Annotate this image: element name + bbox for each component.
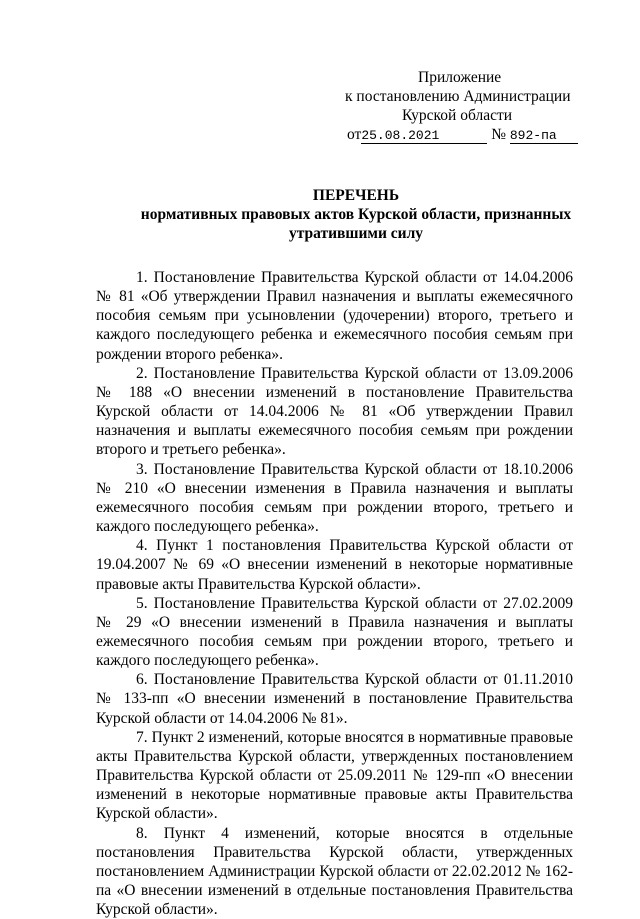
list-item: 5. Постановление Правительства Курской области от 27.02.2009 № 29 «О внесении изменений в Правила назначения и выплаты ежемесячного пособия семьям при рождении второго, третьего и каждого последующего ребенка». [96,594,573,670]
number-prefix: № [491,126,506,143]
appendix-region: Курской области [402,107,513,124]
title-subtitle-line1: нормативных правовых актов Курской области, признанных [140,206,572,223]
title-heading: ПЕРЕЧЕНЬ [312,187,400,204]
list-item: 3. Постановление Правительства Курской области от 18.10.2006 № 210 «О внесении изменения в Правила назначения и выплаты ежемесячного пособия семьям при рождении второго, третьего и каждого последующего ребенка». [96,460,573,536]
document-title [96,186,616,243]
number-field: 892-па [510,128,578,144]
appendix-date-number-line [340,125,580,144]
list-item: 4. Пункт 1 постановления Правительства Курской области от 19.04.2007 № 69 «О внесении изменений в некоторые нормативные правовые акты Правительства Курской области». [96,537,573,593]
appendix-resolution-ref: к постановлению Администрации [345,88,571,105]
appendix-label: Приложение [418,69,502,86]
appendix-header [340,68,580,144]
list-item: 2. Постановление Правительства Курской области от 13.09.2006 № 188 «О внесении изменений в постановление Правительства Курской области от 14.04.2006 № 81 «Об утверждении Правил назначения и выплаты ежемесячного пособия семьям при рождении второго и третьего ребенка». [96,364,573,459]
list-item: 6. Постановление Правительства Курской области от 01.11.2010 № 133-пп «О внесении изменений в постановление Правительства Курской области от 14.04.2006 № 81». [96,671,573,727]
date-field: 25.08.2021 [361,128,487,144]
list-item: 7. Пункт 2 изменений, которые вносятся в нормативные правовые акты Правительства Курской области, утвержденных постановлением Правительства Курской области от 25.09.2011 № 129-пп «О внесении изменений в некоторые нормативные правовые акты Правительства Курской области». [96,728,573,823]
list-item: 8. Пункт 4 изменений, которые вносятся в отдельные постановления Правительства Курской области, утвержденных постановлением Администрации Курской области от 22.02.2012 № 162-па «О внесении изменений в отдельные постановления Правительства Курской области». [96,824,573,919]
list-item: 1. Постановление Правительства Курской области от 14.04.2006 № 81 «Об утверждении Правил назначения и выплаты ежемесячного пособия семьям при усыновлении (удочерении) второго, третьего и каждого последующего ребенка и ежемесячного пособия семьям при рождении второго ребенка». [96,269,573,363]
date-prefix: от [347,126,362,143]
document-body [96,268,573,919]
title-subtitle-line2: утратившими силу [288,225,424,242]
